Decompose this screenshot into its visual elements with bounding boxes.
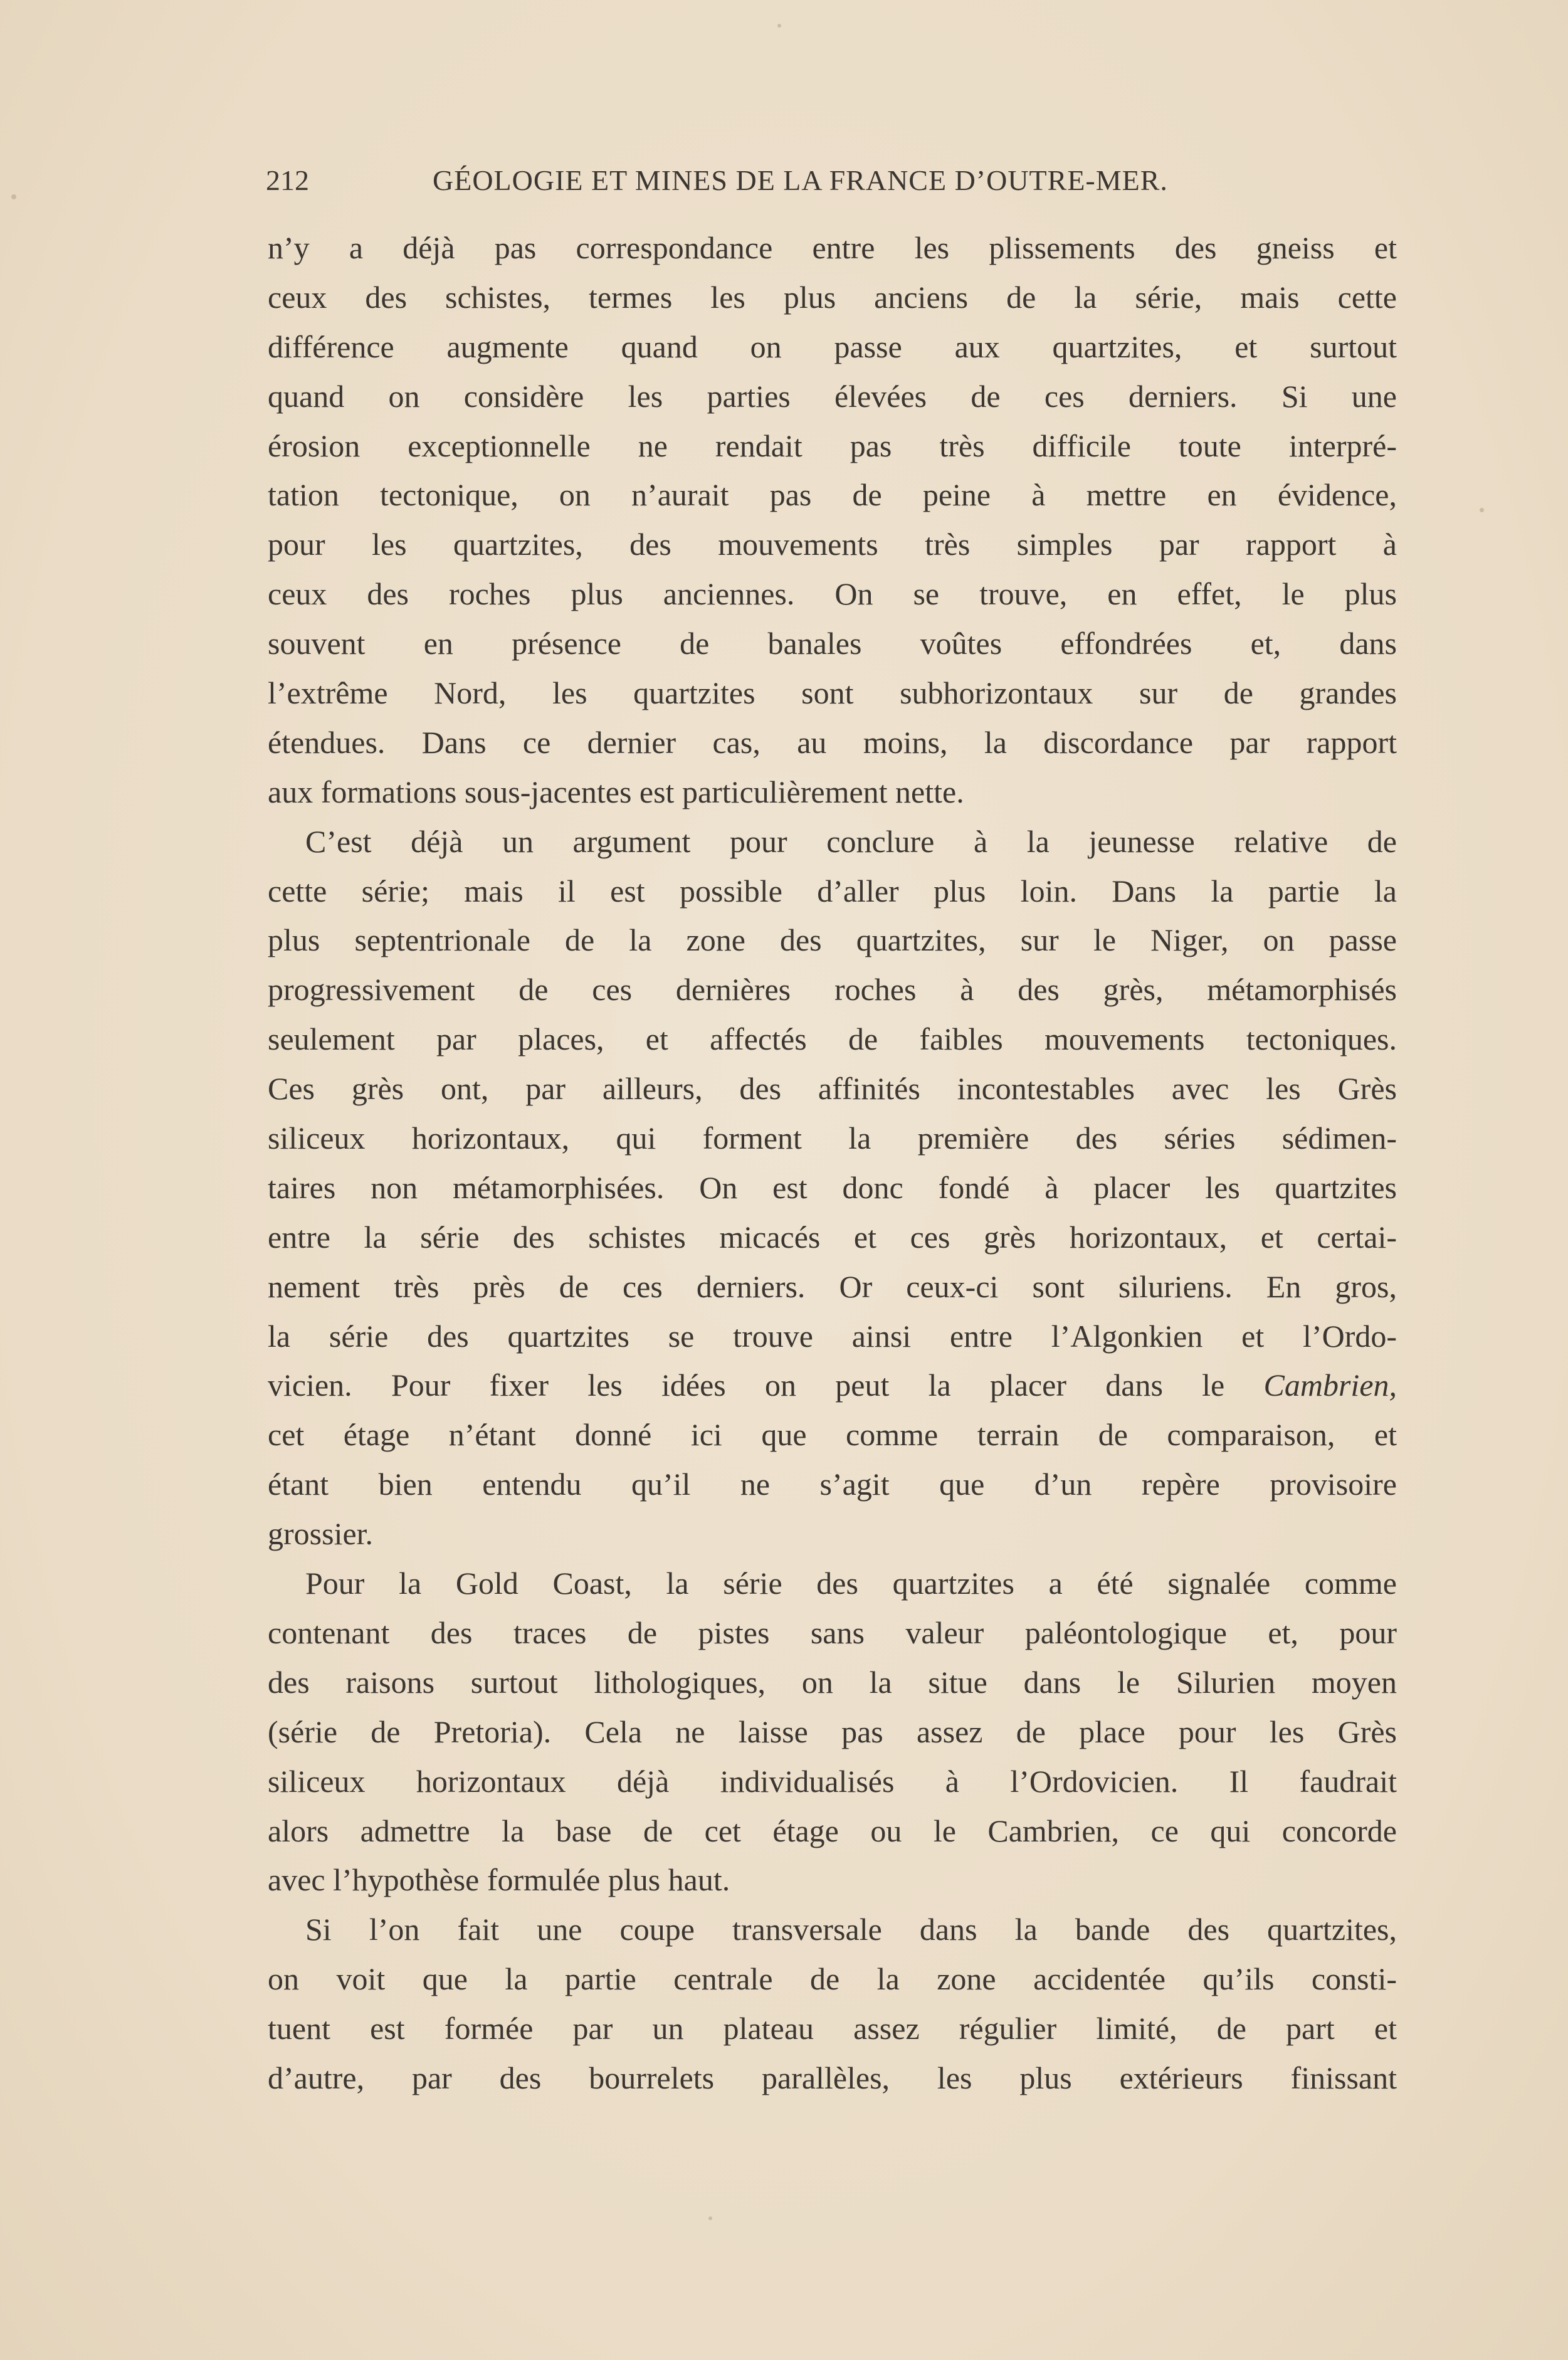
- line-text: seulement par places, et affectés de faibles mouvements tectoniques.: [268, 1021, 1397, 1057]
- text-line: [268, 421, 1397, 471]
- line-text: avec l’hypothèse formulée plus haut.: [268, 1862, 730, 1898]
- text-line: [268, 1905, 1397, 1954]
- text-line: [268, 223, 1397, 273]
- line-text: cette série; mais il est possible d’aller plus loin. Dans la partie la: [268, 873, 1397, 909]
- text-line: [268, 1460, 1397, 1509]
- text-line: [268, 1312, 1397, 1361]
- line-text: ceux des roches plus anciennes. On se trouve, en effet, le plus: [268, 576, 1397, 612]
- text-line: [268, 1559, 1397, 1608]
- text-line: [268, 372, 1397, 421]
- running-title: GÉOLOGIE ET MINES DE LA FRANCE D’OUTRE-MER.: [433, 164, 1168, 196]
- running-header: [266, 162, 1394, 199]
- line-text: étant bien entendu qu’il ne s’agit que d’un repère provisoire: [268, 1467, 1397, 1502]
- text-line: [268, 1262, 1397, 1312]
- line-text: étendues. Dans ce dernier cas, au moins, la discordance par rapport: [268, 724, 1397, 760]
- text-line: [268, 1608, 1397, 1658]
- paper-speck: [1480, 508, 1484, 512]
- text-line: [268, 520, 1397, 569]
- line-text: tuent est formée par un plateau assez régulier limité, de part et: [268, 2011, 1397, 2047]
- line-text: ceux des schistes, termes les plus anciens de la série, mais cette: [268, 279, 1397, 315]
- line-text: grossier.: [268, 1516, 374, 1552]
- text-line: [268, 1114, 1397, 1163]
- line-text: Pour la Gold Coast, la série des quartzites a été signalée comme: [305, 1566, 1397, 1601]
- line-text: l’extrême Nord, les quartzites sont subhorizontaux sur de grandes: [268, 675, 1397, 711]
- text-line: [268, 1361, 1397, 1410]
- line-text: taires non métamorphisées. On est donc fondé à placer les quartzites: [268, 1169, 1397, 1205]
- line-text: siliceux horizontaux déjà individualisés à l’Ordovicien. Il faudrait: [268, 1763, 1397, 1799]
- text-line: [268, 273, 1397, 322]
- line-text: n’y a déjà pas correspondance entre les plissements des gneiss et: [268, 230, 1397, 265]
- text-line: [268, 619, 1397, 668]
- text-line: [268, 767, 1397, 817]
- line-text: Ces grès ont, par ailleurs, des affinités incontestables avec les Grès: [268, 1071, 1397, 1107]
- paragraph: [268, 223, 1397, 817]
- text-line: [268, 1163, 1397, 1213]
- text-line: [268, 470, 1397, 520]
- line-text: progressivement de ces dernières roches à des grès, métamorphisés: [268, 972, 1397, 1008]
- paragraph: [268, 1559, 1397, 1905]
- text-line: [268, 569, 1397, 619]
- line-text: souvent en présence de banales voûtes effondrées et, dans: [268, 626, 1397, 661]
- text-line: [268, 965, 1397, 1014]
- text-line: [268, 1410, 1397, 1460]
- line-text: entre la série des schistes micacés et ces grès horizontaux, et certai-: [268, 1219, 1397, 1255]
- line-text: la série des quartzites se trouve ainsi entre l’Algonkien et l’Ordo-: [268, 1318, 1397, 1354]
- line-text: quand on considère les parties élevées de ces derniers. Si une: [268, 378, 1397, 414]
- text-line: [268, 1806, 1397, 1856]
- text-line: [268, 1757, 1397, 1806]
- line-text: tation tectonique, on n’aurait pas de peine à mettre en évidence,: [268, 477, 1397, 513]
- line-text: on voit que la partie centrale de la zone accidentée qu’ils consti-: [268, 1961, 1397, 1997]
- text-line: [268, 2004, 1397, 2053]
- text-line: [268, 1509, 1397, 1559]
- paragraph: [268, 817, 1397, 1559]
- text-line: [268, 718, 1397, 767]
- line-text: nement très près de ces derniers. Or ceux-ci sont siluriens. En gros,: [268, 1268, 1397, 1304]
- line-text: érosion exceptionnelle ne rendait pas très difficile toute interpré-: [268, 428, 1397, 463]
- text-line: [268, 2053, 1397, 2103]
- line-text: siliceux horizontaux, qui forment la première des séries sédimen-: [268, 1120, 1397, 1156]
- text-line: [268, 1014, 1397, 1064]
- line-text: aux formations sous-jacentes est particulièrement nette.: [268, 774, 964, 809]
- line-text: différence augmente quand on passe aux quartzites, et surtout: [268, 329, 1397, 364]
- text-line: [268, 817, 1397, 867]
- line-text: plus septentrionale de la zone des quartzites, sur le Niger, on passe: [268, 922, 1397, 958]
- text-line: [268, 1707, 1397, 1757]
- line-text: vicien. Pour fixer les idées on peut la placer dans le: [268, 1367, 1225, 1403]
- text-line: [268, 1064, 1397, 1114]
- text-line: [268, 322, 1397, 372]
- paper-speck: [11, 194, 16, 199]
- line-text: pour les quartzites, des mouvements très simples par rapport à: [268, 527, 1397, 562]
- text-line: [268, 1855, 1397, 1905]
- text-line: [268, 1954, 1397, 2004]
- line-text: contenant des traces de pistes sans valeur paléontologique et, pour: [268, 1615, 1397, 1650]
- italic-term: Cambrien,: [1263, 1367, 1397, 1403]
- text-line: [268, 915, 1397, 965]
- paper-speck: [777, 24, 781, 28]
- line-text: C’est déjà un argument pour conclure à la jeunesse relative de: [305, 823, 1397, 859]
- text-line: [268, 1213, 1397, 1262]
- text-line: [268, 867, 1397, 916]
- text-line: [268, 1658, 1397, 1707]
- line-text: alors admettre la base de cet étage ou le Cambrien, ce qui concorde: [268, 1813, 1397, 1848]
- line-text: d’autre, par des bourrelets parallèles, les plus extérieurs finissant: [268, 2060, 1397, 2095]
- line-text: cet étage n’étant donné ici que comme terrain de comparaison, et: [268, 1417, 1397, 1453]
- text-line: [268, 668, 1397, 718]
- paper-speck: [708, 2216, 712, 2220]
- line-text: Si l’on fait une coupe transversale dans la bande des quartzites,: [305, 1912, 1397, 1947]
- line-text: (série de Pretoria). Cela ne laisse pas assez de place pour les Grès: [268, 1714, 1397, 1749]
- body-text: [268, 223, 1397, 2103]
- line-text: des raisons surtout lithologiques, on la situe dans le Silurien moyen: [268, 1664, 1397, 1700]
- paragraph: [268, 1905, 1397, 2103]
- page-number: 212: [266, 164, 309, 196]
